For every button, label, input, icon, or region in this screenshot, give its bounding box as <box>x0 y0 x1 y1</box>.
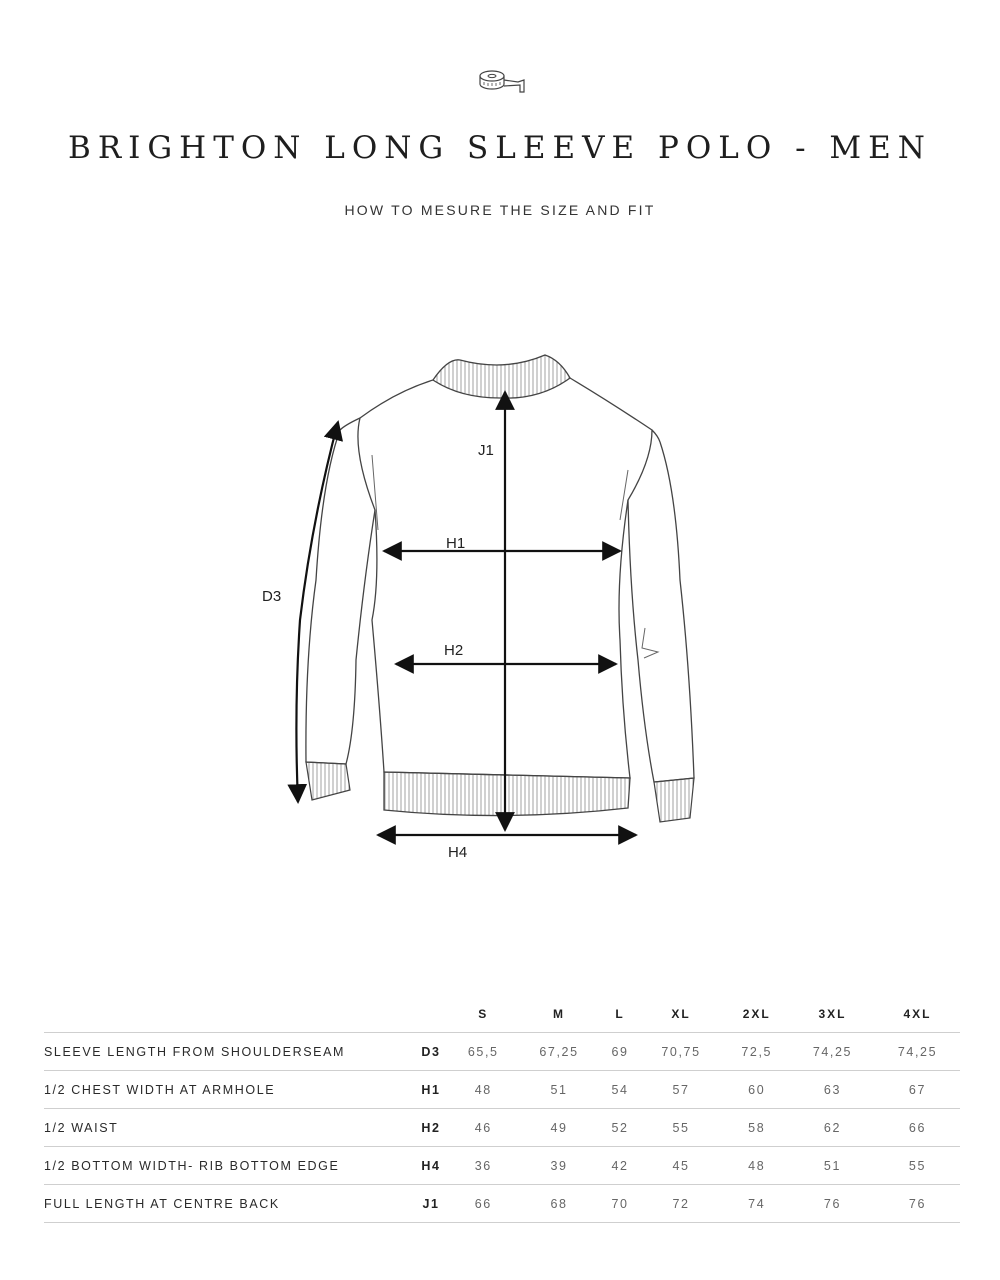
table-row <box>44 1185 960 1223</box>
j1-label: J1 <box>478 442 494 459</box>
measurement-code: J1 <box>412 1185 450 1223</box>
size-value: 67,25 <box>517 1033 602 1071</box>
measurement-code: D3 <box>412 1033 450 1071</box>
measurement-code: H2 <box>412 1109 450 1147</box>
size-value: 70,75 <box>639 1033 724 1071</box>
size-value: 67 <box>875 1071 960 1109</box>
size-value: 45 <box>639 1147 724 1185</box>
h2-label: H2 <box>444 642 464 659</box>
size-value: 51 <box>790 1147 875 1185</box>
size-value: 36 <box>450 1147 517 1185</box>
h1-label: H1 <box>446 535 466 552</box>
measurement-label: FULL LENGTH AT CENTRE BACK <box>44 1185 412 1223</box>
left-cuff <box>306 762 350 800</box>
size-value: 48 <box>450 1071 517 1109</box>
size-value: 62 <box>790 1109 875 1147</box>
size-header: S <box>478 1007 489 1021</box>
table-row <box>44 1033 960 1071</box>
h4-label: H4 <box>448 844 468 861</box>
size-value: 76 <box>790 1185 875 1223</box>
size-value: 52 <box>601 1109 638 1147</box>
d3-arrow <box>296 422 338 802</box>
measurement-code: H1 <box>412 1071 450 1109</box>
page-title: BRIGHTON LONG SLEEVE POLO - MEN <box>68 130 932 166</box>
right-sleeve <box>628 442 694 782</box>
size-header: 4XL <box>903 1007 932 1021</box>
size-header: 2XL <box>742 1007 771 1021</box>
size-value: 57 <box>639 1071 724 1109</box>
collar <box>433 355 570 398</box>
size-value: 72 <box>639 1185 724 1223</box>
size-value: 72,5 <box>723 1033 790 1071</box>
size-value: 66 <box>450 1185 517 1223</box>
size-value: 58 <box>723 1109 790 1147</box>
size-value: 70 <box>601 1185 638 1223</box>
size-value: 63 <box>790 1071 875 1109</box>
size-value: 55 <box>875 1147 960 1185</box>
size-value: 48 <box>723 1147 790 1185</box>
measurement-label: 1/2 BOTTOM WIDTH- RIB BOTTOM EDGE <box>44 1147 412 1185</box>
size-value: 74 <box>723 1185 790 1223</box>
size-table <box>44 996 960 1223</box>
page-subtitle: HOW TO MESURE THE SIZE AND FIT <box>344 202 656 218</box>
size-header: 3XL <box>818 1007 847 1021</box>
size-value: 76 <box>875 1185 960 1223</box>
size-value: 74,25 <box>875 1033 960 1071</box>
size-value: 54 <box>601 1071 638 1109</box>
size-value: 60 <box>723 1071 790 1109</box>
size-value: 74,25 <box>790 1033 875 1071</box>
measuring-tape-icon <box>478 68 528 98</box>
size-value: 49 <box>517 1109 602 1147</box>
size-value: 42 <box>601 1147 638 1185</box>
size-value: 46 <box>450 1109 517 1147</box>
size-value: 69 <box>601 1033 638 1071</box>
measurement-label: 1/2 WAIST <box>44 1109 412 1147</box>
measurement-label: 1/2 CHEST WIDTH AT ARMHOLE <box>44 1071 412 1109</box>
hem-rib <box>384 772 630 816</box>
size-header: XL <box>671 1007 691 1021</box>
size-value: 51 <box>517 1071 602 1109</box>
size-value: 68 <box>517 1185 602 1223</box>
measurement-label: SLEEVE LENGTH FROM SHOULDERSEAM <box>44 1033 412 1071</box>
garment-diagram <box>0 330 1000 870</box>
measurement-code: H4 <box>412 1147 450 1185</box>
d3-label: D3 <box>262 588 282 605</box>
right-cuff <box>654 778 694 822</box>
size-header-row <box>44 996 960 1033</box>
table-row <box>44 1109 960 1147</box>
size-value: 65,5 <box>450 1033 517 1071</box>
table-row <box>44 1147 960 1185</box>
size-value: 39 <box>517 1147 602 1185</box>
size-value: 66 <box>875 1109 960 1147</box>
table-row <box>44 1071 960 1109</box>
size-header: M <box>552 1007 565 1021</box>
size-header: L <box>615 1007 625 1021</box>
size-value: 55 <box>639 1109 724 1147</box>
